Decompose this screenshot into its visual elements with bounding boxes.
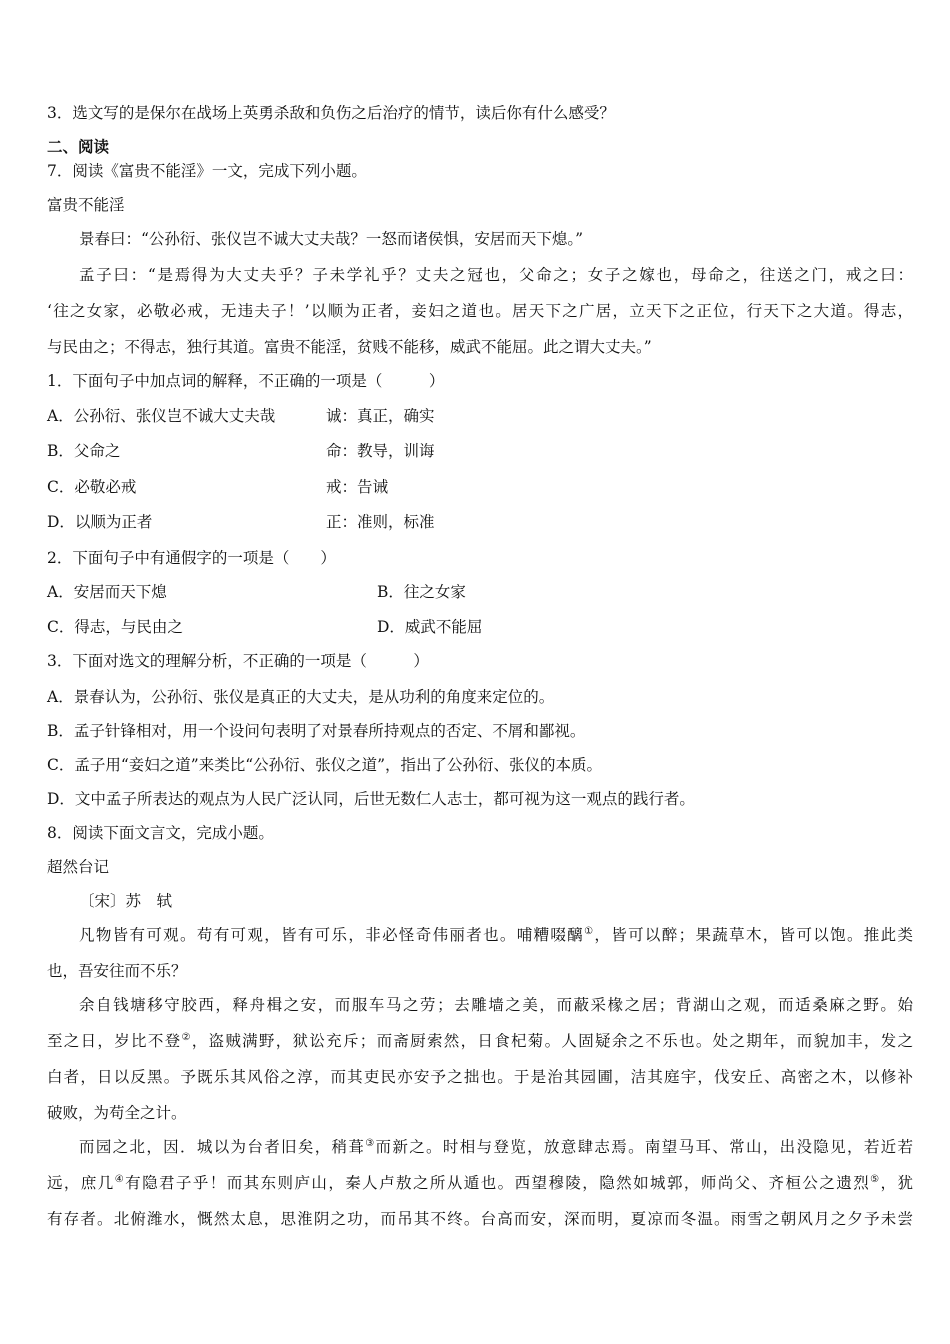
q7-sub2-option-a: A．安居而天下熄: [47, 583, 167, 601]
q7-sub1-option-c: C．必敬必戒: [47, 478, 137, 496]
section-heading: 二、阅读: [47, 137, 110, 156]
q8-p3-line3: 有存者。北俯潍水，慨然太息，思淮阴之功，而吊其不终。台高而安，深而明，夏凉而冬温。雨雪之朝风月之夕予未尝: [47, 1210, 913, 1228]
q8-author: 〔宋〕苏 轼: [79, 892, 173, 910]
q7-sub1-option-d-gloss: 正：准则，标准: [326, 513, 435, 531]
q8-p2-line4: 破败，为苟全之计。: [47, 1104, 187, 1122]
q7-sub1-option-b-gloss: 命：教导，训诲: [326, 442, 435, 460]
note-ref-1: ①: [584, 925, 595, 937]
q8-prompt: 8．阅读下面文言文，完成小题。: [47, 824, 274, 842]
q7-sub2-option-c: C．得志，与民由之: [47, 618, 183, 636]
q7-passage-title: 富贵不能淫: [47, 196, 125, 214]
note-ref-3: ③: [365, 1137, 376, 1149]
q7-sub2-option-d: D．威武不能屈: [377, 618, 483, 636]
q7-sub3-option-b: B．孟子针锋相对，用一个设问句表明了对景春所持观点的否定、不屑和鄙视。: [47, 722, 586, 740]
note-ref-2: ②: [181, 1031, 192, 1043]
q7-sub1-question: 1．下面句子中加点词的解释，不正确的一项是（ ）: [47, 372, 445, 390]
q8-p2-line3: 白者，日以反黑。予既乐其风俗之淳，而其吏民亦安予之拙也。于是治其园圃，洁其庭宇，伐安丘、高密之木，以修补: [47, 1068, 913, 1086]
q7-sub2-question: 2．下面句子中有通假字的一项是（ ）: [47, 549, 336, 567]
q7-sub2-option-b: B．往之女家: [377, 583, 466, 601]
q8-p1-line2: 也，吾安往而不乐？: [47, 962, 187, 980]
q7-sub3-question: 3．下面对选文的理解分析，不正确的一项是（ ）: [47, 652, 429, 670]
q8-p1-line1: 凡物皆有可观。苟有可观，皆有可乐，非必怪奇伟丽者也。哺糟啜醨①，皆可以醉；果蔬草木，皆可以饱。推此类: [79, 925, 913, 944]
q7-sub3-option-c: C．孟子用“妾妇之道”来类比“公孙衍、张仪之道”，指出了公孙衍、张仪的本质。: [47, 756, 603, 774]
q7-para2-line1: 孟子曰：“是焉得为大丈夫乎？子未学礼乎？丈夫之冠也，父命之；女子之嫁也，母命之，往送之门，戒之曰：: [79, 266, 913, 284]
q7-para1: 景春曰：“公孙衍、张仪岂不诚大丈夫哉？一怒而诸侯惧，安居而天下熄。”: [79, 230, 584, 248]
note-ref-5: ⑤: [870, 1173, 881, 1185]
top-question: 3．选文写的是保尔在战场上英勇杀敌和负伤之后治疗的情节，读后你有什么感受？: [47, 104, 615, 122]
q8-p2-line1: 余自钱塘移守胶西，释舟楫之安，而服车马之劳；去雕墙之美，而蔽采椽之居；背湖山之观，而适桑麻之野。始: [79, 996, 913, 1014]
q7-sub1-option-d: D．以顺为正者: [47, 513, 153, 531]
q7-sub1-option-a: A．公孙衍、张仪岂不诚大丈夫哉: [47, 407, 276, 425]
q7-sub3-option-a: A．景春认为，公孙衍、张仪是真正的大丈夫，是从功利的角度来定位的。: [47, 688, 555, 706]
q7-sub3-option-d: D．文中孟子所表达的观点为人民广泛认同，后世无数仁人志士，都可视为这一观点的践行者。: [47, 790, 695, 808]
q8-p2-line2: 至之日，岁比不登②，盗贼满野，狱讼充斥；而斋厨索然，日食杞菊。人固疑余之不乐也。处之期年，而貌加丰，发之: [47, 1031, 913, 1050]
q7-sub1-option-c-gloss: 戒：告诫: [326, 478, 389, 496]
q7-para2-line2: ‘往之女家，必敬必戒，无违夫子！’以顺为正者，妾妇之道也。居天下之广居，立天下之正位，行天下之大道。得志，: [47, 302, 913, 320]
q7-sub1-option-b: B．父命之: [47, 442, 121, 460]
q7-para2-line3: 与民由之；不得志，独行其道。富贵不能淫，贫贱不能移，威武不能屈。此之谓大丈夫。”: [47, 338, 652, 356]
q7-sub1-option-a-gloss: 诚：真正，确实: [326, 407, 435, 425]
note-ref-4: ④: [114, 1173, 126, 1185]
q7-prompt: 7．阅读《富贵不能淫》一文，完成下列小题。: [47, 162, 367, 180]
q8-p3-line1: 而园之北，因．城以为台者旧矣，稍葺③而新之。时相与登览，放意肆志焉。南望马耳、常山，出没隐见，若近若: [79, 1137, 913, 1156]
q8-passage-title: 超然台记: [47, 858, 110, 876]
q8-p3-line2: 远，庶几④有隐君子乎！而其东则庐山，秦人卢敖之所从遁也。西望穆陵，隐然如城郭，师尚父、齐桓公之遗烈⑤，犹: [47, 1173, 913, 1192]
